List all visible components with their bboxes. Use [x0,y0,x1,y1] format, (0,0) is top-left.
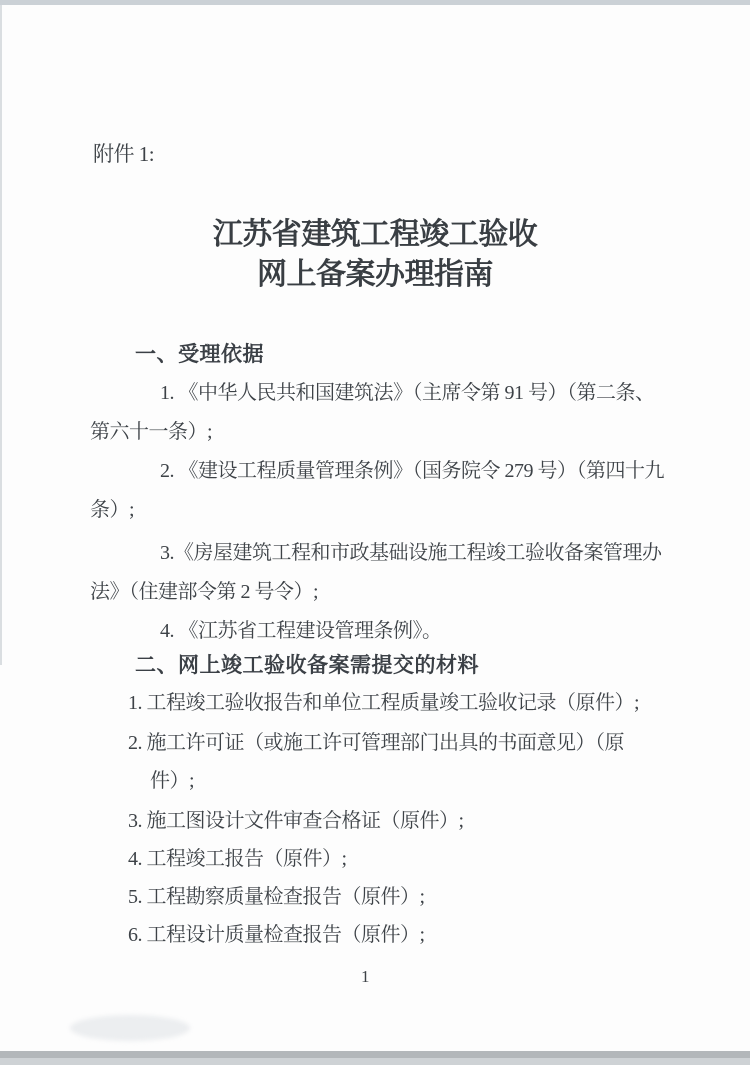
material-item-3: 3. 施工图设计文件审查合格证（原件）; [128,810,464,832]
basis-item-1-line-1: 1. 《中华人民共和国建筑法》（主席令第 91 号）（第二条、 [160,382,655,404]
basis-item-2-line-2: 条）; [90,499,135,521]
section-materials-heading: 二、网上竣工验收备案需提交的材料 [135,654,479,677]
attachment-label: 附件 1: [93,142,155,166]
scan-edge-top [0,0,750,5]
scan-edge-bottom-light [0,1058,750,1065]
section-basis-heading: 一、受理依据 [135,343,264,366]
basis-item-2-line-1: 2. 《建设工程质量管理条例》（国务院令 279 号）（第四十九 [160,460,664,482]
scan-smudge [70,1015,190,1041]
basis-item-1-line-2: 第六十一条）; [90,421,213,443]
basis-item-3-line-1: 3.《房屋建筑工程和市政基础设施工程竣工验收备案管理办 [160,542,662,564]
basis-item-4: 4. 《江苏省工程建设管理条例》。 [160,620,442,642]
material-item-5: 5. 工程勘察质量检查报告（原件）; [128,886,425,908]
page-number: 1 [361,967,369,986]
document-title-line-1: 江苏省建筑工程竣工验收 [212,218,538,251]
material-item-2-line-1: 2. 施工许可证（或施工许可管理部门出具的书面意见）（原 [128,732,624,754]
document-title-line-2: 网上备案办理指南 [257,258,493,291]
scan-edge-bottom-dark [0,1051,750,1058]
basis-item-3-line-2: 法》（住建部令第 2 号令）; [90,581,319,603]
material-item-2-line-2: 件）; [150,770,195,792]
material-item-1: 1. 工程竣工验收报告和单位工程质量竣工验收记录（原件）; [128,692,640,714]
scan-edge-left [0,5,2,665]
material-item-6: 6. 工程设计质量检查报告（原件）; [128,924,425,946]
material-item-4: 4. 工程竣工报告（原件）; [128,848,347,870]
